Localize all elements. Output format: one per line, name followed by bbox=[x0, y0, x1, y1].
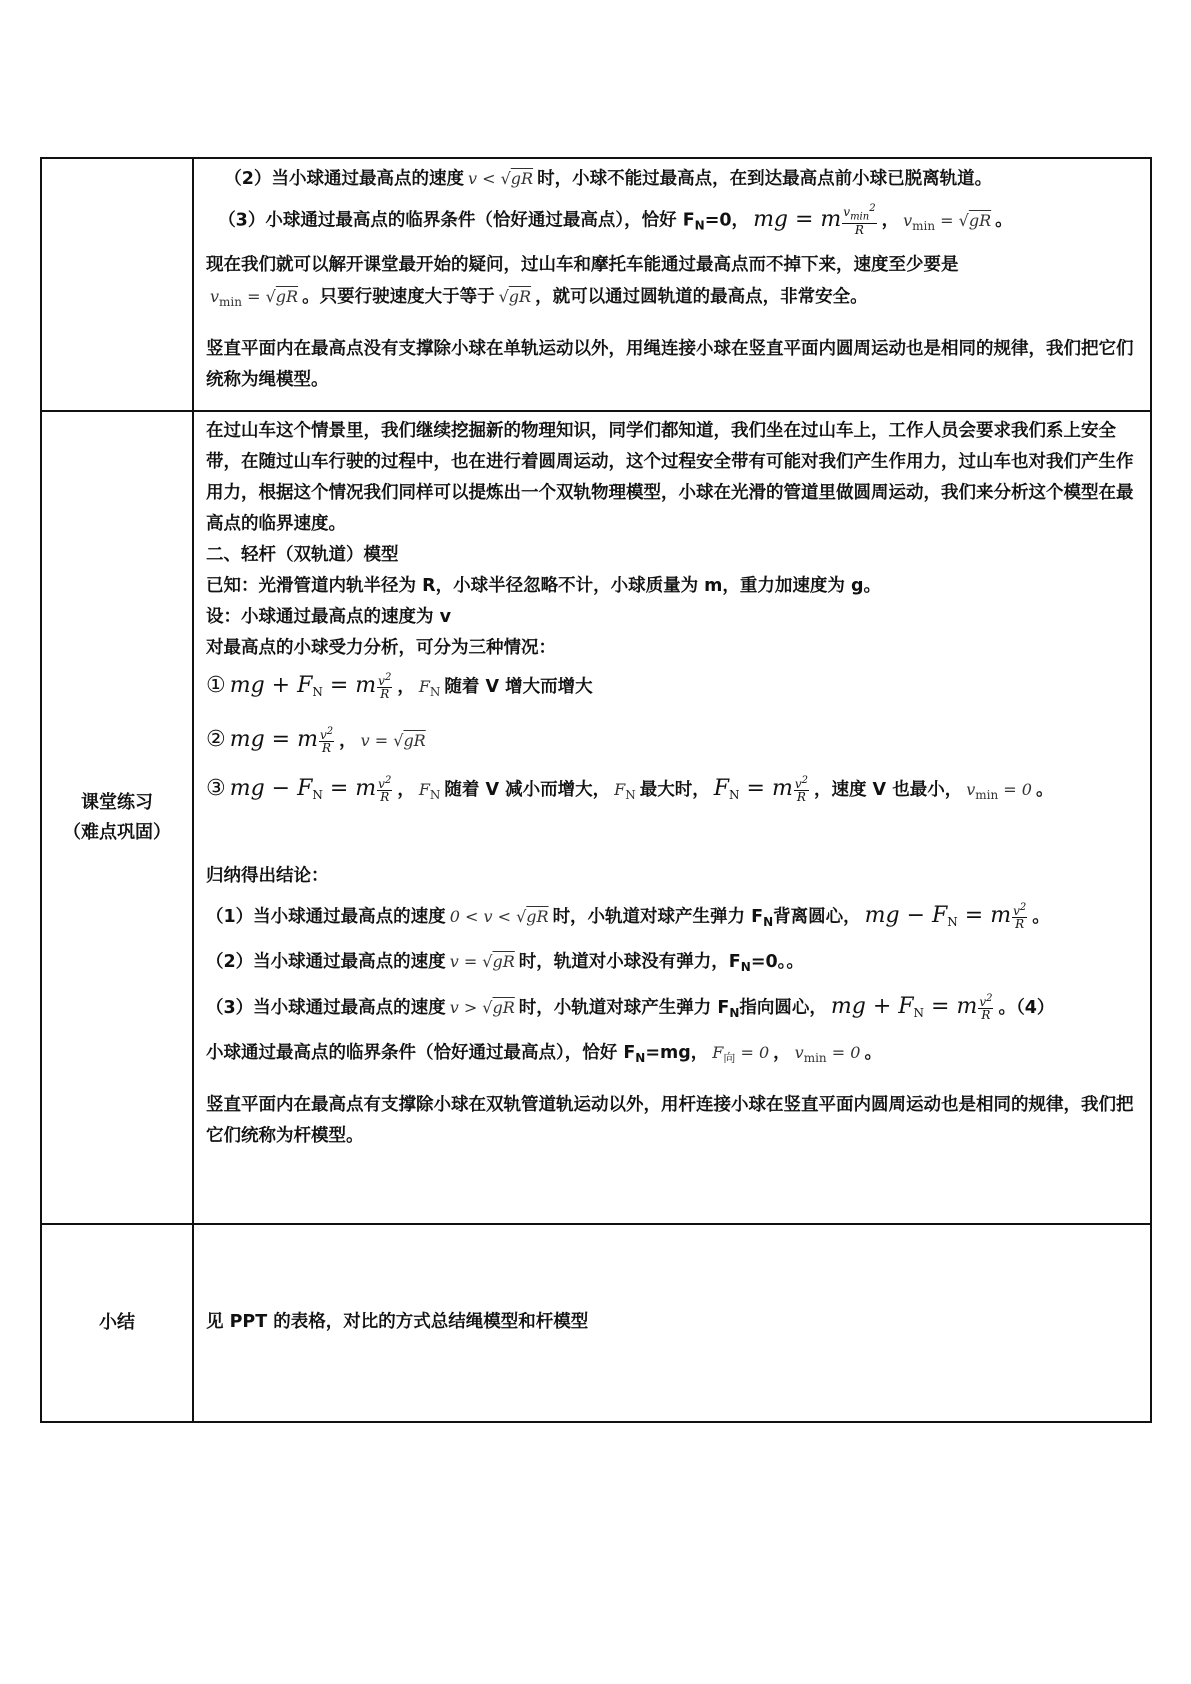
rod-case-3: ③ mg − $F_N = m$ $\frac{v^2}{R}$ ， $F_N$ 随着 V 减小而增大， $F_N$ 最大时， $F_N = m$ $\frac{v^2}{R}$ ，速度 V 也最小， $v_{min} = 0$ 。 bbox=[206, 775, 1054, 804]
rod-case-1: ① mg + $F_N = m$ $\frac{v^2}{R}$ ， $F_N$ 随着 V 增大而增大 bbox=[206, 672, 593, 701]
lesson-table bbox=[40, 157, 1152, 1423]
rope-explain: 现在我们就可以解开课堂最开始的疑问，过山车和摩托车能通过最高点而不掉下来，速度至少要是 $v_{min} = √gR$ 。只要行驶速度大于等于 √gR ，就可以通过圆轨道的最高点，非常安全。 bbox=[206, 254, 959, 309]
rod-case-2: ② mg = m $\frac{v^2}{R}$ ， v = √gR bbox=[206, 726, 426, 755]
summary-cell bbox=[193, 1224, 1151, 1422]
summary-text: 见 PPT 的表格，对比的方式总结绳模型和杆模型 bbox=[206, 1311, 589, 1332]
rod-known: 已知：光滑管道内轨半径为 R，小球半径忽略不计，小球质量为 m，重力加速度为 g。 bbox=[206, 576, 882, 596]
formula-sqrt-gR: √gR bbox=[498, 286, 532, 306]
table-row bbox=[41, 1224, 1151, 1422]
rod-assume: 设：小球通过最高点的速度为 v bbox=[206, 607, 451, 627]
rod-intro: 在过山车这个情景里，我们继续挖掘新的物理知识，同学们都知道，我们坐在过山车上，工作人员会要求我们系上安全带，在随过山车行驶的过程中，也在进行着圆周运动，这个过程安全带有可能对我们产生作用力，过山车也对我们产生作用力，根据这个情况我们同样可以提炼出一个双轨物理模型，小球在光滑的管道里做圆周运动，我们来分析这个模型在最高点的临界速度。 bbox=[206, 421, 1134, 534]
rod-analysis: 对最高点的小球受力分析，可分为三种情况： bbox=[206, 638, 556, 658]
rod-conclusion-3: （3）当小球通过最高点的速度 v > √gR 时，小轨道对球产生弹力 $F_N$指向圆心， mg + $F_N = m$ $\frac{v^2}{R}$ 。（4） bbox=[206, 993, 1055, 1022]
rod-model-summary: 竖直平面内在最高点有支撑除小球在双轨管道轨运动以外，用杆连接小球在竖直平面内圆周运动也是相同的规律，我们把它们统称为杆模型。 bbox=[206, 1095, 1134, 1146]
rod-heading: 二、轻杆（双轨道）模型 bbox=[206, 545, 399, 565]
rope-case-3: （3）小球通过最高点的临界条件（恰好通过最高点），恰好 $F_N=0$， mg = m $\frac{v_{min}^2}{R}$ ， $v_{min} = √gR$ 。 bbox=[218, 203, 1013, 238]
formula-mg-eq: mg = m $\frac{v_{min}^2}{R}$ bbox=[753, 203, 876, 238]
rope-model-cell bbox=[193, 158, 1151, 411]
row-label-empty bbox=[41, 158, 193, 411]
rod-conclusion-1: （1）当小球通过最高点的速度 0 < v < √gR 时，小轨道对球产生弹力 $F_N$背离圆心， mg − $F_N = m$ $\frac{v^2}{R}$ 。 bbox=[206, 902, 1050, 931]
rod-conclusion-2: （2）当小球通过最高点的速度 v = √gR 时，轨道对小球没有弹力，$F_N=0$。。 bbox=[206, 952, 804, 974]
rod-model-cell bbox=[193, 411, 1151, 1224]
rod-conclusion-4: 小球通过最高点的临界条件（恰好通过最高点），恰好 $F_N=mg$， $F_向 = 0$ ， $v_{min} = 0$ 。 bbox=[206, 1043, 882, 1065]
row-label-practice: 课堂练习 （难点巩固） bbox=[41, 411, 193, 1224]
row-label-summary: 小结 bbox=[41, 1224, 193, 1422]
rope-case-2: （2）当小球通过最高点的速度 v < √gR 时，小球不能过最高点，在到达最高点前小球已脱离轨道。 bbox=[224, 169, 993, 189]
formula-vmin: $v_{min} = √gR$ bbox=[903, 210, 992, 233]
table-row bbox=[41, 411, 1151, 1224]
table-row bbox=[41, 158, 1151, 411]
rod-conclusion: 归纳得出结论： bbox=[206, 866, 329, 886]
rope-model-summary: 竖直平面内在最高点没有支撑除小球在单轨运动以外，用绳连接小球在竖直平面内圆周运动也是相同的规律，我们把它们统称为绳模型。 bbox=[206, 338, 1134, 390]
formula-v-lt-sqrt-gR: v < √gR bbox=[467, 169, 534, 188]
formula-vmin-2: $v_{min} = √gR$ bbox=[210, 286, 299, 309]
